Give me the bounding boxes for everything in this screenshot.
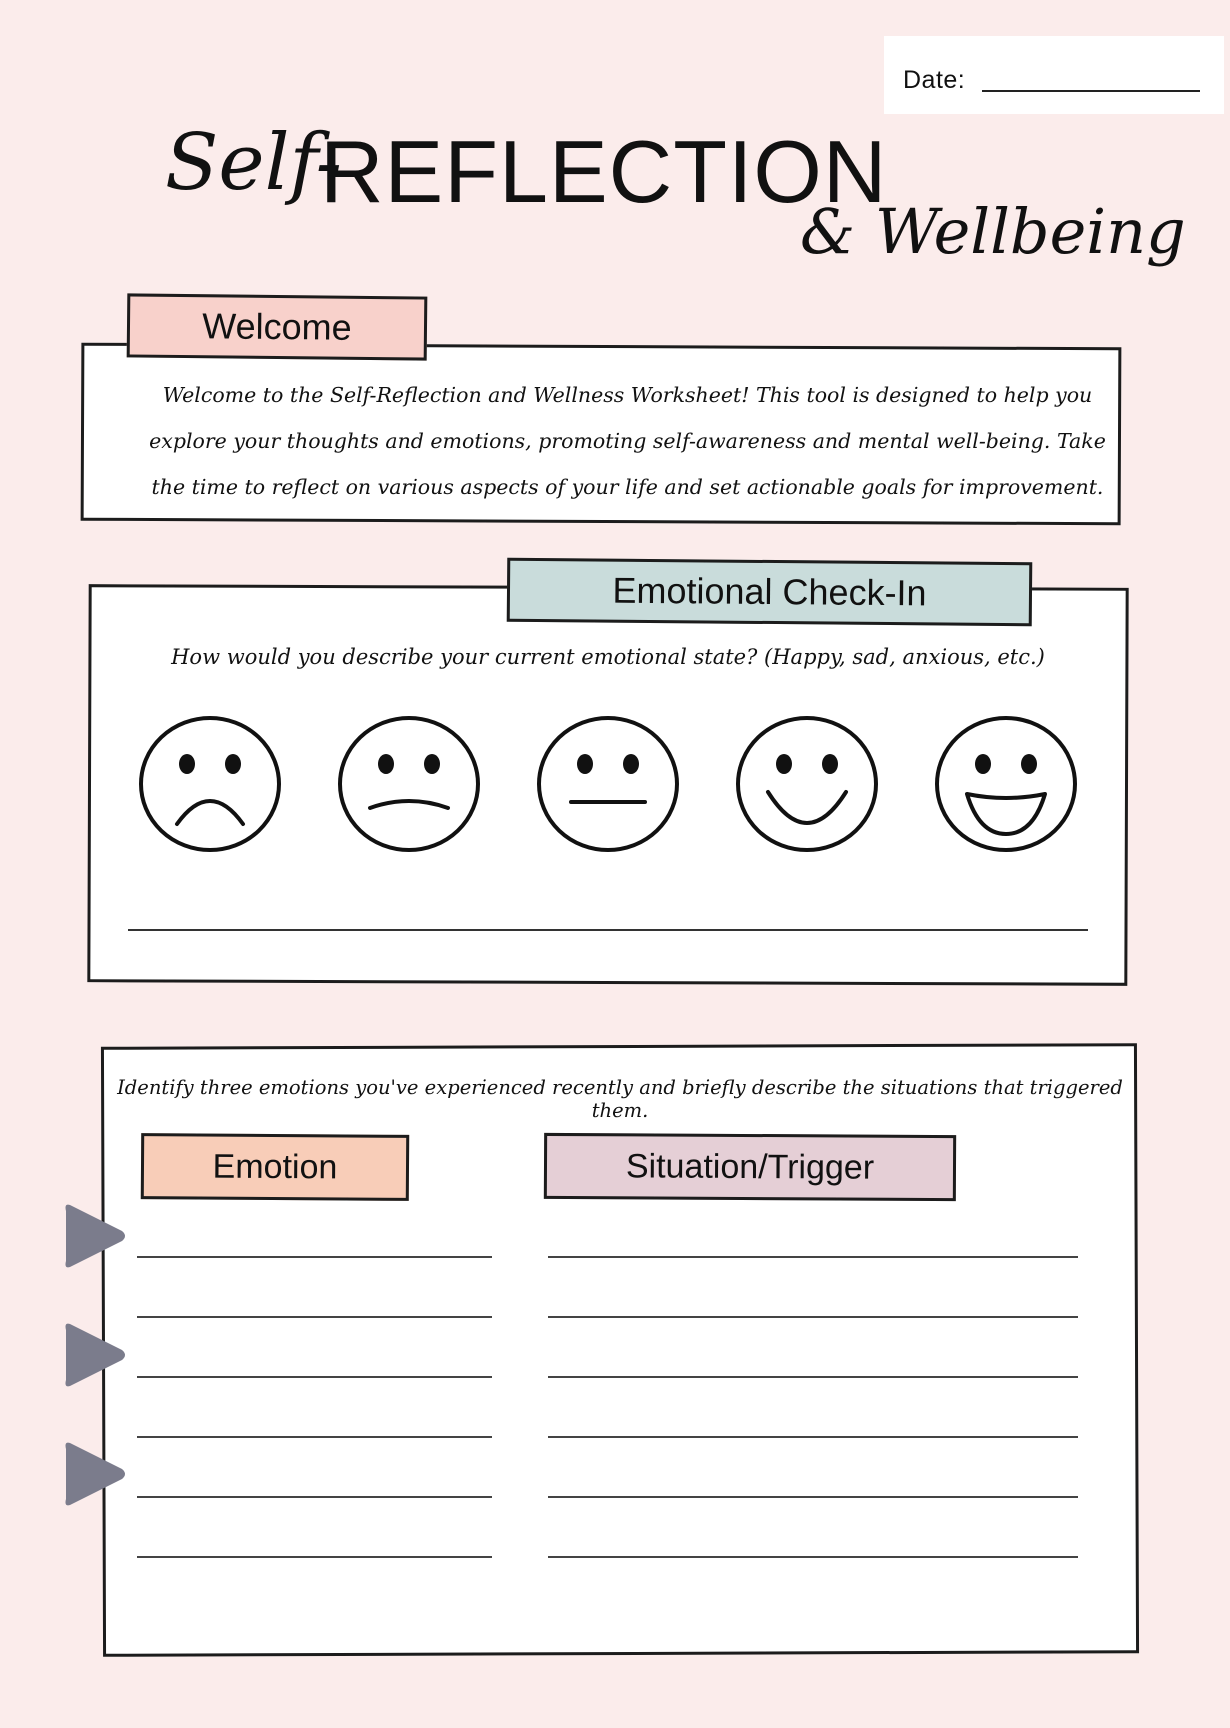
situation-heading: Situation/Trigger <box>544 1133 956 1201</box>
situation-line[interactable] <box>548 1556 1078 1558</box>
checkin-heading: Emotional Check-In <box>507 558 1033 627</box>
welcome-heading: Welcome <box>127 293 428 360</box>
happy-face-icon[interactable] <box>734 714 880 854</box>
title-self: Self- <box>165 118 342 208</box>
very-happy-face-icon[interactable] <box>933 714 1079 854</box>
situation-line[interactable] <box>548 1256 1078 1258</box>
date-label: Date: <box>903 66 966 94</box>
triggers-prompt: Identify three emotions you've experienced recently and briefly describe the situations that triggered them. <box>117 1076 1123 1122</box>
bullet-arrow-icon <box>62 1199 128 1273</box>
neutral-face-icon[interactable] <box>535 714 681 854</box>
emotion-line[interactable] <box>137 1376 492 1378</box>
situation-line[interactable] <box>548 1376 1078 1378</box>
emotional-state-answer-line[interactable] <box>128 929 1088 931</box>
emotion-line[interactable] <box>137 1496 492 1498</box>
situation-line[interactable] <box>548 1496 1078 1498</box>
title-wellbeing: & Wellbeing <box>800 195 1186 268</box>
very-sad-face-icon[interactable] <box>137 714 283 854</box>
situation-line[interactable] <box>548 1316 1078 1318</box>
emotion-line[interactable] <box>137 1436 492 1438</box>
situation-line[interactable] <box>548 1436 1078 1438</box>
emotion-heading: Emotion <box>141 1133 409 1201</box>
emotion-line[interactable] <box>137 1316 492 1318</box>
checkin-question: How would you describe your current emotional state? (Happy, sad, anxious, etc.) <box>171 645 1045 669</box>
emotion-line[interactable] <box>137 1556 492 1558</box>
sad-face-icon[interactable] <box>336 714 482 854</box>
page-title: REFLECTION <box>320 122 888 221</box>
bullet-arrow-icon <box>62 1437 128 1511</box>
welcome-text: Welcome to the Self-Reflection and Wellness Worksheet! This tool is designed to help you explore your thoughts and emotions, promoting self-awareness and mental well-being. Take the time to reflect on various aspects of your life and set actionable goals for improvement. <box>149 383 1106 499</box>
bullet-arrow-icon <box>62 1318 128 1392</box>
emotion-line[interactable] <box>137 1256 492 1258</box>
date-field[interactable] <box>982 90 1200 92</box>
